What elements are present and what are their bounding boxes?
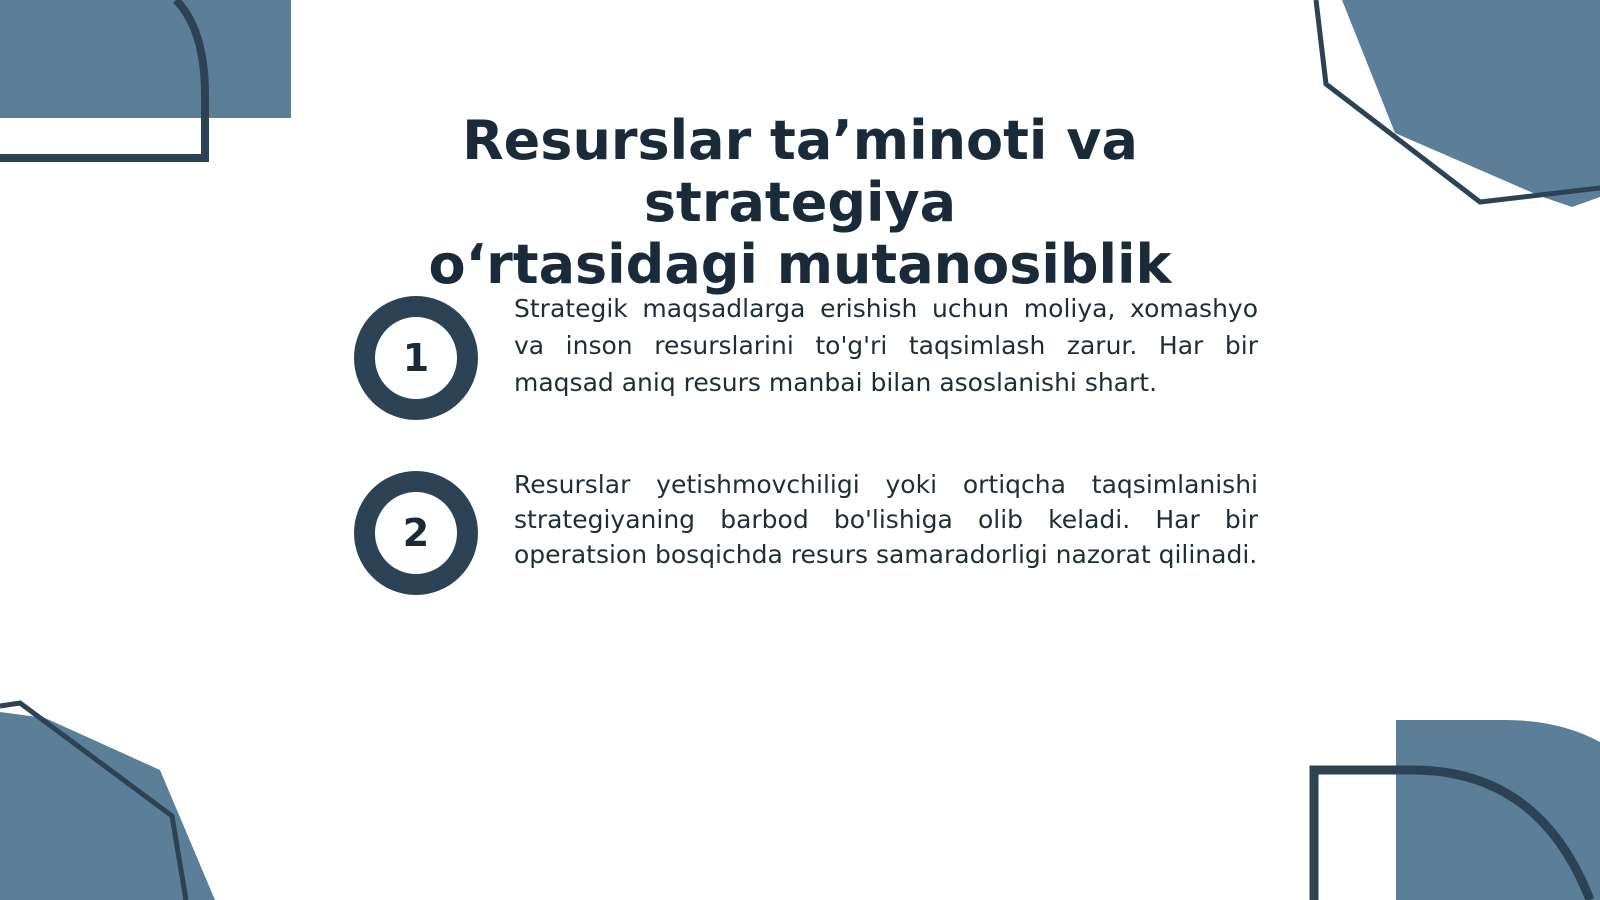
slide-title-line-1: Resurslar ta’minoti va strategiya (462, 109, 1138, 234)
list-item (354, 296, 1258, 420)
slide-title-line-2: o‘rtasidagi mutanosiblik (428, 233, 1172, 296)
list-item-text: Strategik maqsadlarga erishish uchun moliya, xomashyo va inson resurslarini to'g'ri taqsimlash zarur. Har bir maqsad aniq resurs manbai bilan asoslanishi shart. (514, 294, 1258, 397)
top-left-decoration (0, 0, 291, 158)
bottom-left-decoration (0, 703, 215, 900)
list-item-text: Resurslar yetishmovchiligi yoki ortiqcha taqsimlanishi strategiyaning barbod bo'lishiga olib keladi. Har bir operatsion bosqichda resurs samaradorligi nazorat qilinadi. (514, 470, 1258, 569)
top-right-decoration (1316, 0, 1600, 207)
number-badge: 2 (354, 471, 478, 595)
number-badge: 1 (354, 296, 478, 420)
list-item (354, 471, 1258, 595)
slide-title (300, 110, 1300, 296)
bottom-right-decoration (1314, 720, 1600, 900)
